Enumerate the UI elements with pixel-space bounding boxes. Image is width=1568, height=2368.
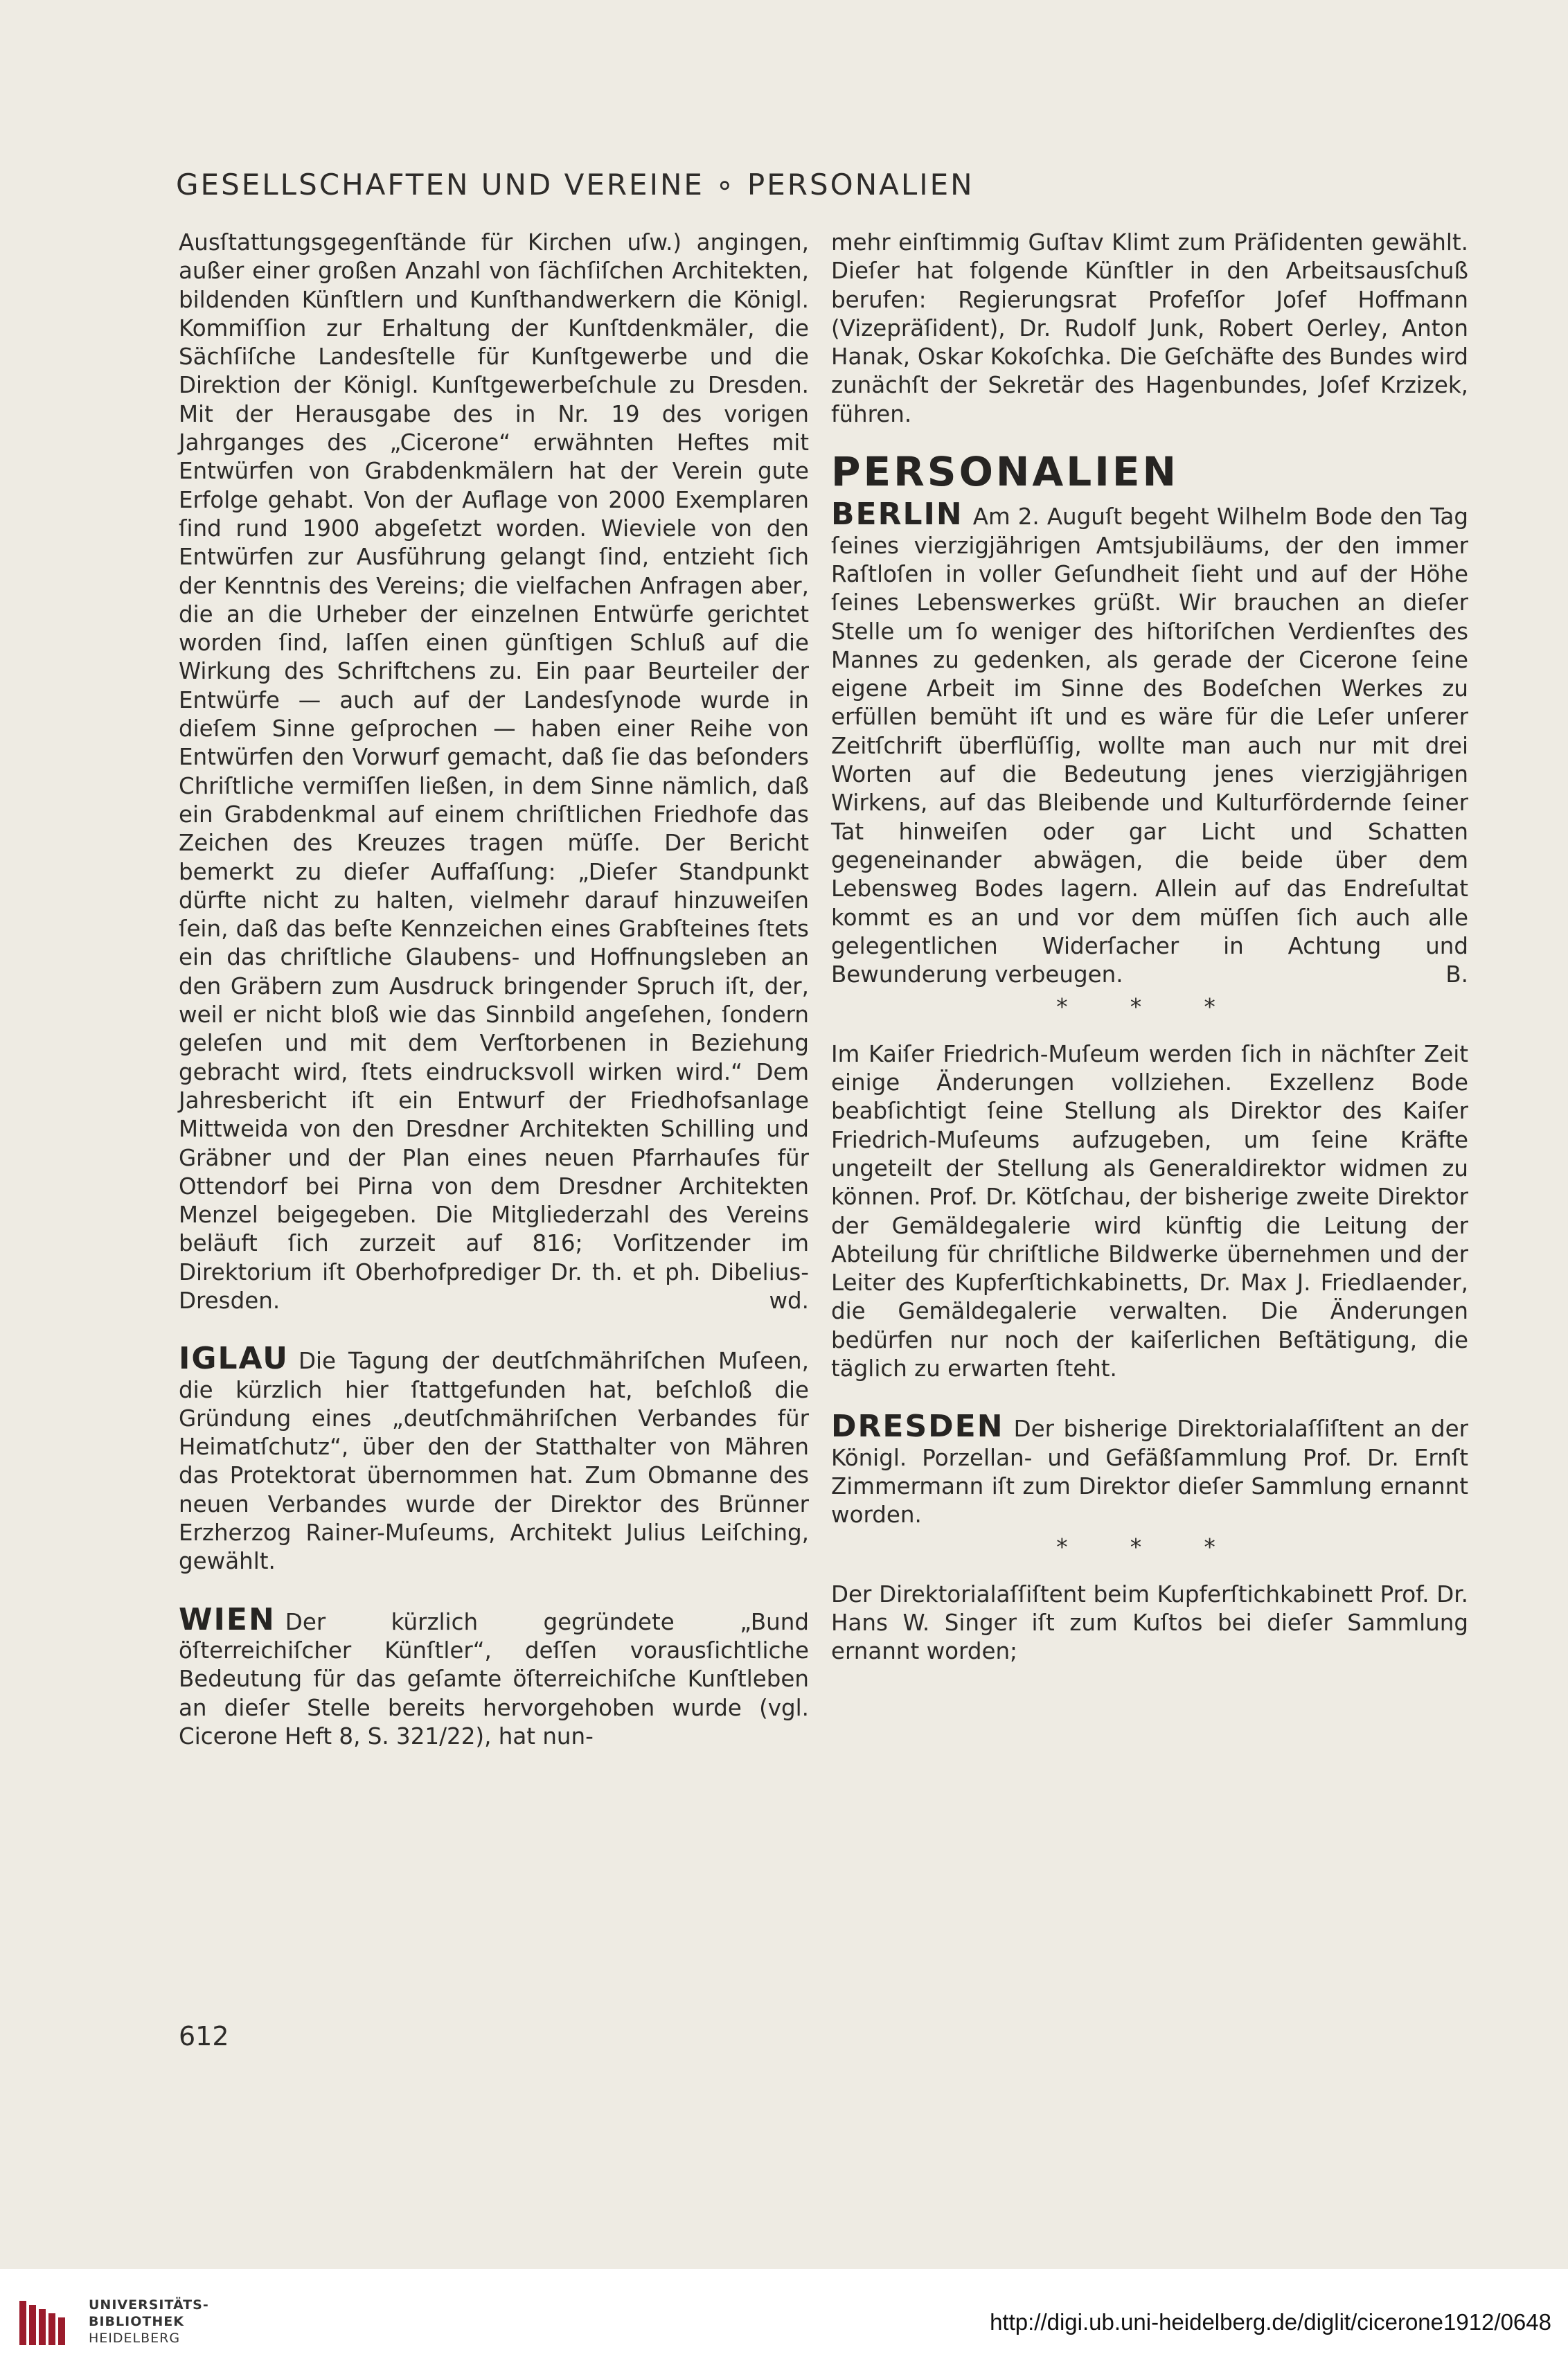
kaiser-friedrich-museum-paragraph: Im Kaiſer Friedrich-Muſeum werden ſich in nächſter Zeit einige Änderungen vollziehen. Exzellenz Bode beabſichtigt ſeine Stellung als Direktor des Kaiſer Friedrich-Muſeums aufzugeben, um ſeine Kräfte ungeteilt der Stellung als Generaldirektor widmen zu können. Prof. Dr. Kötſchau, der bisherige zweite Direktor der Gemäldegalerie wird künftig die Leitung der Abteilung für chriſtliche Bildwerke übernehmen und der Leiter des Kupferſtichkabinetts, Dr. Max J. Friedlaender, die Gemäldegalerie verwalten. Die Änderungen bedürfen nur noch der kaiſerlichen Beſtätigung, die täglich zu erwarten ſteht. <box>831 1040 1468 1382</box>
university-library-logo-icon <box>15 2295 71 2351</box>
iglau-paragraph <box>179 1341 809 1576</box>
author-initials: wd. <box>769 1287 809 1314</box>
society-report-paragraph <box>179 229 809 1315</box>
library-name-line-1: UNIVERSITÄTS- <box>89 2297 209 2313</box>
author-initial-b: B. <box>1445 961 1468 988</box>
section-divider-stars: * * * <box>1056 994 1243 1021</box>
page-number: 612 <box>179 2021 229 2051</box>
iglau-text: Die Tagung der deutſchmähriſchen Muſeen, die kürzlich hier ſtattgefunden hat, beſchloß die Gründung eines „deutſchmähriſchen Verbandes für Heimatſchutz“, über den der Statthalter von Mähren das Protektorat übernommen hat. Zum Obmanne des neuen Verbandes wurde der Direktor des Brünner Erzherzog Rainer-Muſeums, Architekt Julius Leiſching, gewählt. <box>179 1348 809 1575</box>
dresden-paragraph <box>831 1409 1468 1529</box>
place-heading-dresden: DRESDEN <box>831 1409 1004 1445</box>
place-heading-wien: WIEN <box>179 1601 276 1637</box>
kupferstichkabinett-paragraph: Der Direktorialaſſiſtent beim Kupferſtichkabinett Prof. Dr. Hans W. Singer iſt zum Kuſtos bei dieſer Sammlung ernannt worden; <box>831 1581 1468 1665</box>
library-name-line-2: BIBLIOTHEK <box>89 2314 184 2329</box>
source-url-link[interactable]: http://digi.ub.uni-heidelberg.de/diglit/cicerone1912/0648 <box>990 2309 1551 2335</box>
section-divider-stars-2: * * * <box>1056 1534 1243 1561</box>
wien-text: Der kürzlich gegründete „Bund öſterreichiſcher Künſtler“, deſſen vorausſichtliche Bedeutung für das geſamte öſterreichiſche Kunſtleben an dieſer Stelle bereits hervorgehoben wurde (vgl. Cicerone Heft 8, S. 321/22), hat nun- <box>179 1608 809 1750</box>
library-name <box>89 2297 209 2347</box>
dresden-text: Der bisherige Direktorialaſſiſtent an der Königl. Porzellan- und Gefäßſammlung Prof. Dr. Ernſt Zimmermann iſt zum Direktor dieſer Sammlung ernannt worden. <box>831 1416 1468 1529</box>
berlin-text: Am 2. Auguſt begeht Wilhelm Bode den Tag ſeines vierzigjährigen Amtsjubiläums, der den immer Raſtloſen in voller Geſundheit ſieht und auf der Höhe ſeines Lebenswerkes grüßt. Wir brauchen an dieſer Stelle um ſo weniger des hiſtoriſchen Verdienſtes des Mannes zu gedenken, als gerade der Cicerone ſeine eigene Arbeit im Sinne des Bodeſchen Werkes zu erfüllen bemüht iſt und es wäre für die Leſer unſerer Zeitſchrift überflüſſig, wollte man auch nur mit drei Worten auf die Bedeutung jenes vierzigjährigen Wirkens, auf das Bleibende und Kulturfördernde ſeiner Tat hinweiſen oder gar Licht und Schatten gegeneinander abwägen, die beide über dem Lebensweg Bodes lagern. Allein auf das Endreſultat kommt es an und vor dem müſſen ſich auch alle gelegentlichen Widerſacher in Achtung und Bewunderung verbeugen. <box>831 504 1468 988</box>
place-heading-berlin: BERLIN <box>831 497 963 533</box>
left-column <box>179 229 809 1751</box>
digitization-footer <box>0 2269 1568 2368</box>
section-title: PERSONALIEN <box>831 448 1179 496</box>
right-column <box>831 229 1468 1666</box>
place-heading-iglau: IGLAU <box>179 1341 289 1377</box>
library-name-line-3: HEIDELBERG <box>89 2331 181 2346</box>
wien-continuation: mehr einſtimmig Guſtav Klimt zum Präſidenten gewählt. Dieſer hat folgende Künſtler in den Arbeitsausſchuß berufen: Regierungsrat Profeſſor Joſef Hoffmann (Vizepräſident), Dr. Rudolf Junk, Robert Oerley, Anton Hanak, Oskar Kokoſchka. Die Geſchäfte des Bundes wird zunächſt der Sekretär des Hagenbundes, Joſef Krzizek, führen. <box>831 229 1468 427</box>
running-head: GESELLSCHAFTEN UND VEREINE ∘ PERSONALIEN <box>176 168 974 202</box>
society-report-text: Ausſtattungsgegenſtände für Kirchen uſw.) angingen, außer einer großen Anzahl von ſächſiſchen Architekten, bildenden Künſtlern und Kunſthandwerkern die Königl. Kommiſſion zur Erhaltung der Kunſtdenkmäler, die Sächſiſche Landesſtelle für Kunſtgewerbe und die Direktion der Königl. Kunſtgewerbeſchule zu Dresden. Mit der Herausgabe des in Nr. 19 des vorigen Jahrganges des „Cicerone“ erwähnten Heftes mit Entwürfen von Grabdenkmälern hat der Verein gute Erfolge gehabt. Von der Auflage von 2000 Exemplaren ſind rund 1900 abgeſetzt worden. Wieviele von den Entwürfen zur Ausführung gelangt ſind, entzieht ſich der Kenntnis des Vereins; die vielfachen Anfragen aber, die an die Urheber der einzelnen Entwürfe gerichtet worden ſind, laſſen einen günſtigen Schluß auf die Wirkung des Schriftchens zu. Ein paar Beurteiler der Entwürfe — auch auf der Landesſynode wurde in dieſem Sinne geſprochen — haben einer Reihe von Entwürfen den Vorwurf gemacht, daß ſie das beſonders Chriſtliche vermiſſen ließen, in dem Sinne nämlich, daß ein Grabdenkmal auf einem chriſtlichen Friedhofe das Zeichen des Kreuzes tragen müſſe. Der Bericht bemerkt zu dieſer Auffaſſung: „Dieſer Standpunkt dürfte nicht zu halten, vielmehr darauf hinzuweiſen ſein, daß das beſte Kennzeichen eines Grabſteines ſtets ein das chriſtliche Glaubens- und Hoffnungsleben an den Gräbern zum Ausdruck bringender Spruch iſt, der, weil er nicht bloß wie das Sinnbild angeſehen, ſondern geleſen und mit dem Verſtorbenen in Beziehung gebracht wird, ſtets eindrucksvoll wirken wird.“ Dem Jahresbericht iſt ein Entwurf der Friedhofsanlage Mittweida von den Dresdner Architekten Schilling und Gräbner und der Plan eines neuen Pfarrhauſes für Ottendorf bei Pirna von dem Dresdner Architekten Menzel beigegeben. Die Mitgliederzahl des Vereins beläuft ſich zurzeit auf 816; Vorſitzender im Direktorium iſt Oberhofprediger Dr. th. et ph. Dibelius-Dresden. <box>179 229 809 1314</box>
wien-paragraph <box>179 1601 809 1751</box>
berlin-paragraph <box>831 497 1468 989</box>
